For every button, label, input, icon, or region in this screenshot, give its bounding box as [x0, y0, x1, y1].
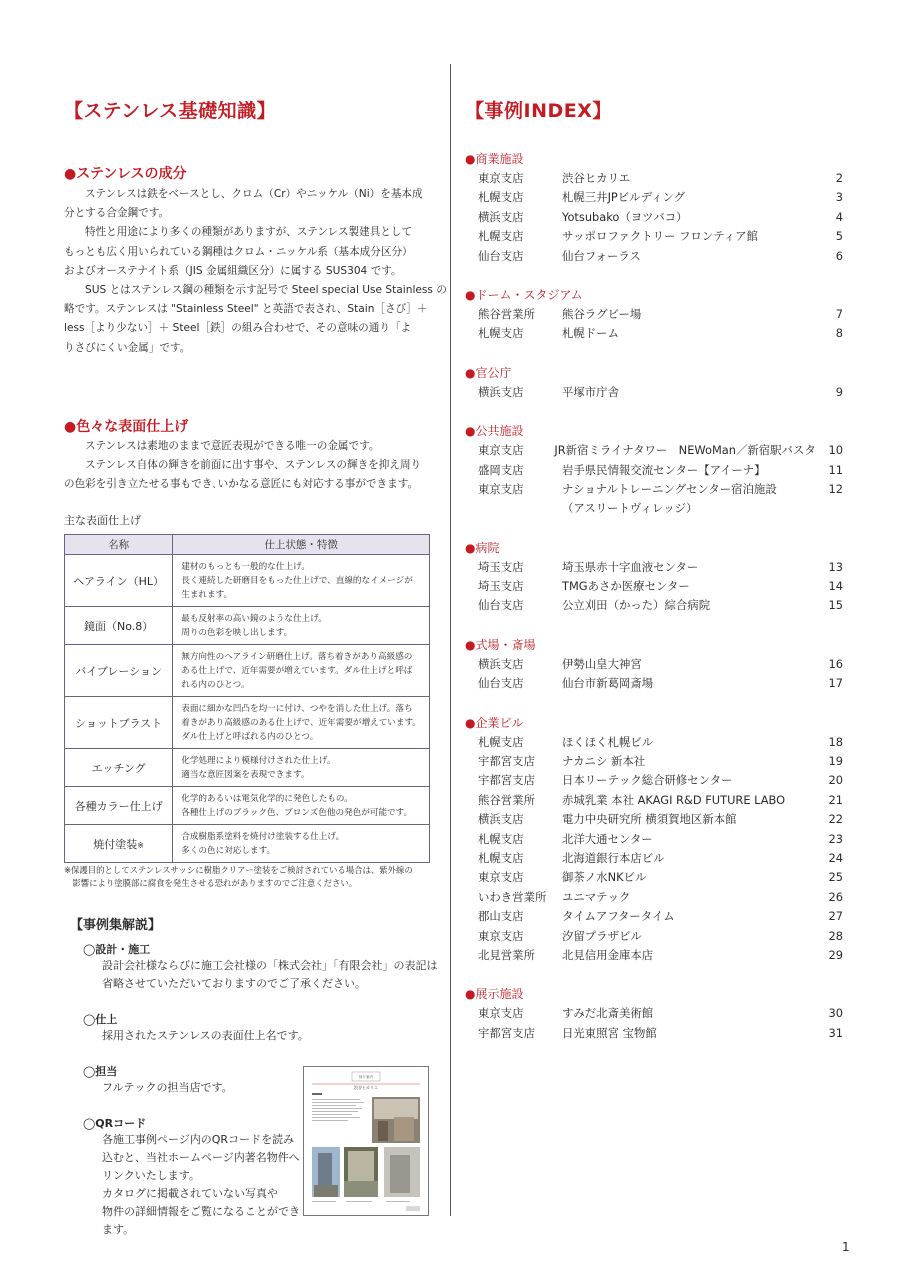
- finish-desc-line: 周りの色彩を映し出します。: [181, 628, 293, 639]
- thumb-header-b: 渋谷ヒカリエ: [354, 1085, 378, 1090]
- finish-desc-line: 無方向性のヘアライン研磨仕上げ。落ち着きがあり高級感の: [181, 652, 413, 663]
- guide-line: リンクいたします。: [102, 1169, 200, 1183]
- entry-branch: 宇都宮支店: [478, 754, 535, 769]
- entry-name: ほくほく札幌ビル: [562, 734, 654, 749]
- finish-name: 各種カラー仕上げ: [65, 787, 173, 825]
- finish-desc: [173, 645, 430, 697]
- index-entry: [465, 247, 843, 266]
- entry-name: 北洋大通センター: [562, 831, 653, 846]
- index-entry: [465, 324, 843, 343]
- table-row: [65, 787, 430, 825]
- entry-branch: 仙台支店: [478, 248, 524, 263]
- index-category: [465, 635, 843, 694]
- finish-desc-line: 適当な意匠図案を表現できます。: [181, 770, 310, 781]
- entry-branch: 埼玉支店: [478, 559, 524, 574]
- entry-page: 29: [828, 947, 843, 962]
- finishes-body: [64, 437, 432, 495]
- guide-line: 込むと、当社ホームページ内著名物件へ: [102, 1151, 300, 1165]
- finish-desc-line: 化学的あるいは電気化学的に発色したもの。: [181, 794, 353, 805]
- finishes-line: の色彩を引き立たせる事もでき､いかなる意匠にも対応する事ができます。: [64, 478, 419, 491]
- entry-branch: 東京支店: [478, 928, 524, 943]
- entry-page: 7: [835, 306, 843, 321]
- finish-desc-line: 表面に細かな凹凸を均一に付け、つやを消した仕上げ。落ち: [181, 704, 413, 715]
- guide-item-body: [83, 1027, 432, 1045]
- index-category: [465, 285, 843, 344]
- finish-desc: [173, 607, 430, 645]
- finishes-table: [64, 534, 430, 863]
- composition-line: りさびにくい金属」です。: [64, 341, 191, 354]
- entry-name: 仙台フォーラス: [562, 248, 641, 263]
- table-row: [65, 645, 430, 697]
- entry-page: 5: [835, 229, 843, 244]
- index-title: 【事例INDEX】: [465, 100, 612, 122]
- entry-name: タイムアフタータイム: [562, 909, 675, 924]
- entry-name: サッポロファクトリー フロンティア館: [562, 229, 758, 244]
- finish-desc: [173, 555, 430, 607]
- guide-item-title: ◯設計・施工: [83, 943, 151, 957]
- entry-name: ナショナルトレーニングセンター宿泊施設: [562, 481, 777, 496]
- entry-branch: 札幌支店: [478, 850, 524, 865]
- entry-branch: 仙台支店: [478, 676, 524, 691]
- finishes-heading: ●色々な表面仕上げ: [64, 418, 189, 435]
- index-entry: [465, 830, 843, 849]
- entry-page: 21: [828, 792, 843, 807]
- finish-desc-line: 化学処理により模様付けされた仕上げ。: [181, 756, 336, 767]
- index-entry: [465, 888, 843, 907]
- table-caption: 主な表面仕上げ: [64, 514, 141, 528]
- entry-branch: 東京支店: [478, 481, 524, 496]
- finish-name-mark: ※: [137, 840, 144, 850]
- guide-line: 省略させていただいておりますのでご了承ください。: [102, 977, 366, 991]
- entry-branch: 熊谷営業所: [478, 792, 535, 807]
- index-category: [465, 713, 843, 966]
- category-heading: ●病院: [465, 540, 500, 555]
- finishes-line: ステンレスは素地のままで意匠表現ができる唯一の金属です。: [85, 439, 380, 452]
- entry-branch: 東京支店: [478, 443, 524, 458]
- index-entry: [465, 927, 843, 946]
- finishes-line: ステンレス自体の輝きを前面に出す事や、ステンレスの輝きを抑え周り: [85, 459, 422, 472]
- guide-line: カタログに掲載されていない写真や: [102, 1187, 278, 1201]
- entry-name: 汐留プラザビル: [562, 928, 642, 943]
- category-heading: ●式場・斎場: [465, 637, 536, 652]
- entry-branch: 横浜支店: [478, 812, 524, 827]
- entry-branch: 札幌支店: [478, 190, 524, 205]
- entry-page: 3: [835, 190, 843, 205]
- entry-page: 10: [828, 443, 843, 458]
- finish-desc-line: 最も反射率の高い鏡のような仕上げ。: [181, 614, 327, 625]
- entry-name: TMGあさか医療センター: [562, 579, 690, 594]
- entry-name: 札幌ドーム: [562, 326, 619, 341]
- basics-title: 【ステンレス基礎知識】: [64, 100, 277, 122]
- finish-name: バイブレーション: [65, 645, 173, 697]
- entry-name: 赤城乳業 本社 AKAGI R&D FUTURE LABO: [562, 792, 786, 807]
- guide-item-body: [83, 957, 438, 993]
- guide-line: 採用されたステンレスの表面仕上名です。: [102, 1029, 309, 1043]
- finish-desc-line: 長く連続した研磨目をもった仕上げで、直線的なイメージが: [181, 576, 413, 587]
- entry-branch: 札幌支店: [478, 229, 524, 244]
- entry-page: 24: [828, 850, 843, 865]
- index-entry: [465, 596, 843, 615]
- entry-name: Yotsubako（ヨツバコ）: [562, 209, 688, 224]
- entry-name: 御茶ノ水NKビル: [562, 870, 647, 885]
- index-category: [465, 149, 843, 266]
- composition-body: [64, 185, 447, 358]
- entry-page: 17: [828, 676, 843, 691]
- entry-name: 日本リーテック総合研修センター: [562, 773, 733, 788]
- finish-name: エッチング: [65, 749, 173, 787]
- guide-line: 物件の詳細情報をご覧になることができ: [102, 1205, 300, 1219]
- entry-branch: 札幌支店: [478, 326, 524, 341]
- entry-page: 30: [828, 1006, 843, 1021]
- finish-desc-line: ある仕上げで、近年需要が増えています。ダル仕上げと呼ば: [181, 666, 413, 677]
- entry-branch: 横浜支店: [478, 209, 524, 224]
- entry-branch: 盛岡支店: [478, 462, 524, 477]
- composition-line: 分とする合金鋼です。: [64, 207, 170, 220]
- category-heading: ●展示施設: [465, 987, 524, 1002]
- table-row: [65, 555, 430, 607]
- guide-title: 【事例集解説】: [70, 918, 162, 934]
- entry-page: 12: [828, 481, 843, 496]
- table-note: [64, 864, 432, 890]
- category-heading: ●企業ビル: [465, 715, 524, 730]
- index-entry: [465, 227, 843, 246]
- index-entry: [465, 480, 843, 499]
- sample-page-image: [304, 1067, 428, 1215]
- entry-name: JR新宿ミライナタワー NEWoMan／新宿駅バスタ: [554, 443, 816, 458]
- index-entry: [465, 558, 843, 577]
- table-row: [65, 607, 430, 645]
- entry-page: 23: [828, 831, 843, 846]
- composition-line: 特性と用途により多くの種類がありますが、ステンレス製建具として: [85, 226, 413, 239]
- entry-name: 埼玉県赤十字血液センター: [562, 559, 699, 574]
- index-entry: [465, 655, 843, 674]
- entry-branch: 東京支店: [478, 1006, 524, 1021]
- entry-page: 15: [828, 598, 843, 613]
- entry-branch: いわき営業所: [478, 889, 547, 904]
- index-entry-continuation: [465, 499, 843, 518]
- entry-page: 8: [835, 326, 843, 341]
- page-number: 1: [842, 1240, 850, 1254]
- entry-branch: 東京支店: [478, 870, 524, 885]
- entry-page: 18: [828, 734, 843, 749]
- index-category: [465, 363, 843, 402]
- entry-branch: 宇都宮支店: [478, 1025, 535, 1040]
- entry-name: 仙台市新葛岡斎場: [562, 676, 654, 691]
- entry-name: 岩手県民情報交流センター【アイーナ】: [562, 462, 766, 477]
- finish-name: 鏡面（No.8）: [65, 607, 173, 645]
- composition-section: [64, 163, 447, 358]
- index-entry: [465, 946, 843, 965]
- index-entry: [465, 810, 843, 829]
- entry-page: 19: [828, 754, 843, 769]
- table-header-row: [65, 535, 430, 555]
- entry-page: 22: [828, 812, 843, 827]
- guide-line: 各施工事例ページ内のQRコードを読み: [102, 1133, 295, 1147]
- finish-desc-line: 着きがあり高級感のある仕上げで、近年需要が増えています。: [181, 718, 421, 729]
- note-line: ※保護目的としてステンレスサッシに樹脂クリアー塗装をご検討されている場合は、紫外線の: [64, 865, 413, 876]
- entry-page: 16: [828, 656, 843, 671]
- guide-item-title: ◯担当: [83, 1065, 118, 1079]
- finish-name: [65, 825, 173, 863]
- index-entry: [465, 907, 843, 926]
- finish-desc: [173, 749, 430, 787]
- category-heading: ●官公庁: [465, 365, 512, 380]
- finish-name-text: 焼付塗装: [93, 837, 138, 851]
- finish-desc-line: 各種仕上げのブラック色、ブロンズ色他の発色が可能です。: [181, 808, 413, 819]
- index-column: [465, 96, 843, 1043]
- entry-branch: 宇都宮支店: [478, 773, 535, 788]
- entry-page: 31: [828, 1025, 843, 1040]
- composition-line: もっとも広く用いられている鋼種はクロム・ニッケル系（基本成分区分）: [64, 245, 413, 258]
- composition-heading: ●ステンレスの成分: [64, 166, 187, 182]
- index-entry: [465, 771, 843, 790]
- entry-page: 9: [835, 384, 843, 399]
- entry-name: 渋谷ヒカリエ: [562, 171, 631, 185]
- finish-desc-line: れる内のひとつ。: [181, 680, 250, 691]
- index-entry: [465, 208, 843, 227]
- index-category: [465, 421, 843, 519]
- entry-page: 27: [828, 909, 843, 924]
- entry-name: 北海道銀行本店ビル: [562, 850, 665, 865]
- index-entry: [465, 733, 843, 752]
- guide-item: [64, 1011, 432, 1045]
- column-header-desc: 仕上状態・特徴: [173, 535, 430, 555]
- entry-name: すみだ北斎美術館: [562, 1006, 654, 1021]
- index-entry: [465, 383, 843, 402]
- finish-desc-line: 合成樹脂系塗料を焼付け塗装する仕上げ。: [181, 832, 345, 843]
- finish-name: ショットブラスト: [65, 697, 173, 749]
- column-divider: [450, 64, 451, 1216]
- index-entry: [465, 1024, 843, 1043]
- entry-branch: 札幌支店: [478, 831, 524, 846]
- guide-item-title: ◯QRコード: [83, 1117, 147, 1131]
- entry-name: 公立刈田（かった）綜合病院: [562, 598, 711, 613]
- index-entry: [465, 791, 843, 810]
- entry-branch: 東京支店: [478, 171, 524, 185]
- category-heading: ●公共施設: [465, 424, 524, 439]
- category-heading: ●ドーム・スタジアム: [465, 287, 583, 302]
- entry-page: 11: [828, 462, 843, 477]
- entry-branch: 熊谷営業所: [478, 306, 535, 321]
- table-row: [65, 697, 430, 749]
- index-entry: [465, 461, 843, 480]
- finish-name: ヘアライン（HL）: [65, 555, 173, 607]
- entry-page: 2: [835, 171, 843, 185]
- entry-page: 25: [828, 870, 843, 885]
- index-category: [465, 538, 843, 616]
- index-entry: [465, 441, 843, 460]
- sample-page-thumbnail: [303, 1066, 429, 1216]
- entry-name: 熊谷ラグビー場: [562, 306, 642, 321]
- index-entry: [465, 188, 843, 207]
- entry-name: ユニマテック: [562, 889, 631, 904]
- index-entry: [465, 752, 843, 771]
- entry-name: 平塚市庁舎: [562, 384, 619, 399]
- entry-branch: 郡山支店: [478, 909, 524, 924]
- entry-page: 4: [835, 209, 843, 224]
- finish-desc: [173, 697, 430, 749]
- entry-branch: 札幌支店: [478, 734, 524, 749]
- note-line: 影響により塗膜部に腐食を発生させる恐れがありますのでご注意ください。: [64, 878, 358, 889]
- composition-line: およびオーステナイト系（JIS 金属組織区分）に属する SUS304 です。: [64, 264, 402, 277]
- entry-name: ナカニシ 新本社: [562, 754, 646, 769]
- index-entry: [465, 868, 843, 887]
- entry-branch: 仙台支店: [478, 598, 524, 613]
- index-entry: [465, 674, 843, 693]
- finishes-section: [64, 416, 432, 891]
- table-row: [65, 825, 430, 863]
- entry-name: 電力中央研究所 横須賀地区新本館: [562, 812, 737, 827]
- index-entry: [465, 849, 843, 868]
- composition-line: less［より少ない］＋ Steel［鉄］の組み合わせで、その意味の通り「よ: [64, 322, 412, 335]
- index-entry: [465, 169, 843, 188]
- entry-name-continued: （アスリートヴィレッジ）: [562, 501, 698, 516]
- index-entry: [465, 1004, 843, 1023]
- entry-page: 28: [828, 928, 843, 943]
- entry-branch: 埼玉支店: [478, 579, 524, 594]
- finish-desc-line: 多くの色に対応します。: [181, 846, 276, 857]
- index-entry: [465, 305, 843, 324]
- table-row: [65, 749, 430, 787]
- entry-name: 伊勢山皇大神宮: [562, 656, 642, 671]
- index-entry: [465, 577, 843, 596]
- category-heading: ●商業施設: [465, 152, 524, 166]
- finish-desc: [173, 825, 430, 863]
- guide-item: [64, 941, 438, 993]
- guide-item-title: ◯仕上: [83, 1013, 118, 1027]
- entry-branch: 横浜支店: [478, 656, 524, 671]
- composition-line: 略です。ステンレスは "Stainless Steel" と英語で表され、Stain［さび］＋: [64, 303, 428, 316]
- entry-page: 6: [835, 248, 843, 263]
- composition-line: SUS とはステンレス鋼の種類を示す記号で Steel special Use Stainless の: [85, 284, 447, 297]
- entry-page: 20: [828, 773, 843, 788]
- finish-desc-line: 生まれます。: [181, 590, 233, 601]
- entry-page: 13: [828, 559, 843, 574]
- entry-branch: 横浜支店: [478, 384, 524, 399]
- entry-name: 札幌三井JPビルディング: [562, 190, 685, 205]
- entry-page: 26: [828, 889, 843, 904]
- entry-branch: 北見営業所: [478, 947, 535, 962]
- index-list: [465, 149, 843, 1043]
- guide-line: ます。: [102, 1223, 135, 1237]
- finish-desc-line: ダル仕上げと呼ばれる内のひとつ。: [181, 732, 319, 743]
- column-header-name: 名称: [65, 535, 173, 555]
- finish-desc: [173, 787, 430, 825]
- guide-line: フルテックの担当店です。: [102, 1081, 233, 1095]
- entry-name: 日光東照宮 宝物館: [562, 1025, 657, 1040]
- composition-line: ステンレスは鉄をベースとし、クロム（Cr）やニッケル（Ni）を基本成: [85, 188, 423, 200]
- thumb-header-a: 帰り案内: [359, 1075, 373, 1079]
- entry-page: 14: [828, 579, 843, 594]
- guide-line: 設計会社様ならびに施工会社様の「株式会社」「有限会社」の表記は: [102, 959, 438, 973]
- entry-name: 北見信用金庫本店: [562, 947, 654, 962]
- finish-desc-line: 建材のもっとも一般的な仕上げ。: [181, 562, 310, 573]
- index-category: [465, 984, 843, 1043]
